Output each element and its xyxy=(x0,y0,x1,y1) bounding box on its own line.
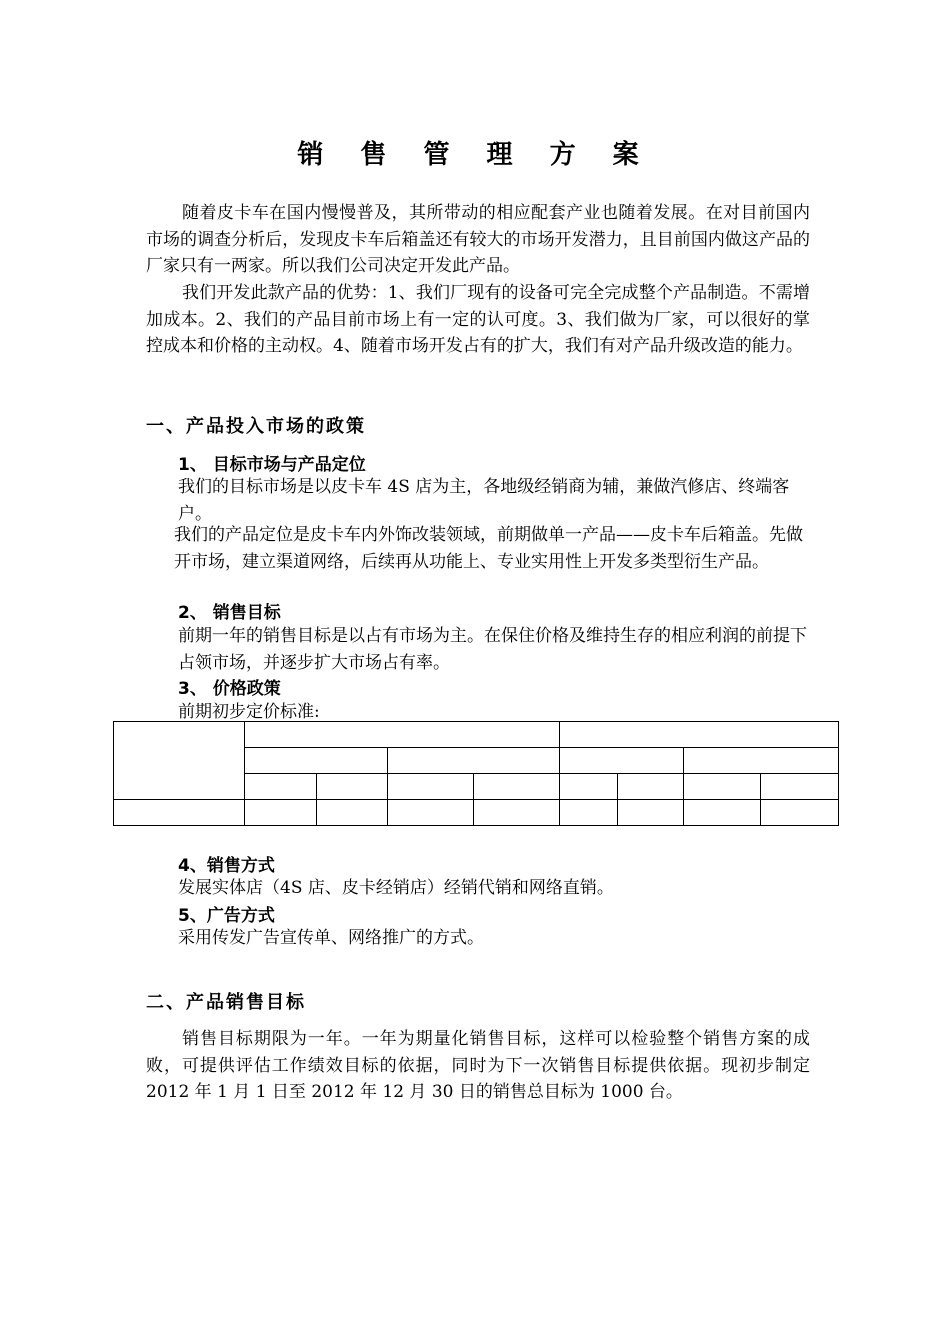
subsection-1-text-1: 我们的目标市场是以皮卡车 4S 店为主，各地级经销商为辅，兼做汽修店、终端客户。 xyxy=(178,477,790,524)
table-cell xyxy=(761,774,839,800)
table-cell xyxy=(474,774,560,800)
subsection-4-text: 发展实体店（4S 店、皮卡经销店）经销代销和网络直销。 xyxy=(178,878,614,898)
table-cell xyxy=(684,774,761,800)
table-cell xyxy=(474,800,560,826)
subsection-4-heading: 4、销售方式 xyxy=(178,856,275,876)
document-title: 销 售 管 理 方 案 xyxy=(297,140,653,170)
table-cell xyxy=(114,800,245,826)
subsection-3-heading: 3、 价格政策 xyxy=(178,679,281,699)
table-cell xyxy=(388,800,474,826)
subsection-1-text-2: 我们的产品定位是皮卡车内外饰改装领域，前期做单一产品——皮卡车后箱盖。先做开市场，建立渠道网络，后续再从功能上、专业实用性上开发多类型衍生产品。 xyxy=(174,525,803,572)
table-cell xyxy=(684,748,839,774)
table-cell xyxy=(560,748,684,774)
table-cell xyxy=(618,774,684,800)
intro-paragraph-2: 我们开发此款产品的优势：1、我们厂现有的设备可完全完成整个产品制造。不需增加成本。2、我们的产品目前市场上有一定的认可度。3、我们做为厂家，可以很好的掌控成本和价格的主动权。4、随着市场开发占有的扩大，我们有对产品升级改造的能力。 xyxy=(146,283,810,356)
intro-paragraph-1: 随着皮卡车在国内慢慢普及，其所带动的相应配套产业也随着发展。在对目前国内市场的调查分析后，发现皮卡车后箱盖还有较大的市场开发潜力，且目前国内做这产品的厂家只有一两家。所以我们公司决定开发此产品。 xyxy=(146,203,810,276)
table-cell xyxy=(388,774,474,800)
table-cell xyxy=(684,800,761,826)
subsection-2-text: 前期一年的销售目标是以占有市场为主。在保住价格及维持生存的相应利润的前提下占领市场，并逐步扩大市场占有率。 xyxy=(178,626,807,673)
table-cell xyxy=(560,774,618,800)
table-cell xyxy=(245,748,388,774)
table-cell xyxy=(317,800,388,826)
subsection-5-text: 采用传发广告宣传单、网络推广的方式。 xyxy=(178,928,484,948)
table-cell xyxy=(761,800,839,826)
subsection-2-heading: 2、 销售目标 xyxy=(178,603,281,623)
table-cell xyxy=(317,774,388,800)
table-cell xyxy=(560,800,618,826)
subsection-3-text: 前期初步定价标准: xyxy=(178,702,320,722)
section-2-paragraph: 销售目标期限为一年。一年为期量化销售目标，这样可以检验整个销售方案的成败，可提供评估工作绩效目标的依据，同时为下一次销售目标提供依据。现初步制定 2012 年 1 月 1 日至 2012 年 12 月 30 日的销售总目标为 1000 台。 xyxy=(146,1029,810,1102)
table-cell xyxy=(245,722,560,748)
table-cell xyxy=(245,774,317,800)
subsection-5-heading: 5、广告方式 xyxy=(178,906,275,926)
table-cell xyxy=(245,800,317,826)
table-cell xyxy=(618,800,684,826)
section-2-heading: 二、产品销售目标 xyxy=(146,992,306,1013)
pricing-table xyxy=(113,721,839,826)
table-cell xyxy=(114,722,245,800)
subsection-1-heading: 1、 目标市场与产品定位 xyxy=(178,455,366,475)
table-cell xyxy=(388,748,560,774)
table-cell xyxy=(560,722,839,748)
section-1-heading: 一、产品投入市场的政策 xyxy=(146,416,366,437)
